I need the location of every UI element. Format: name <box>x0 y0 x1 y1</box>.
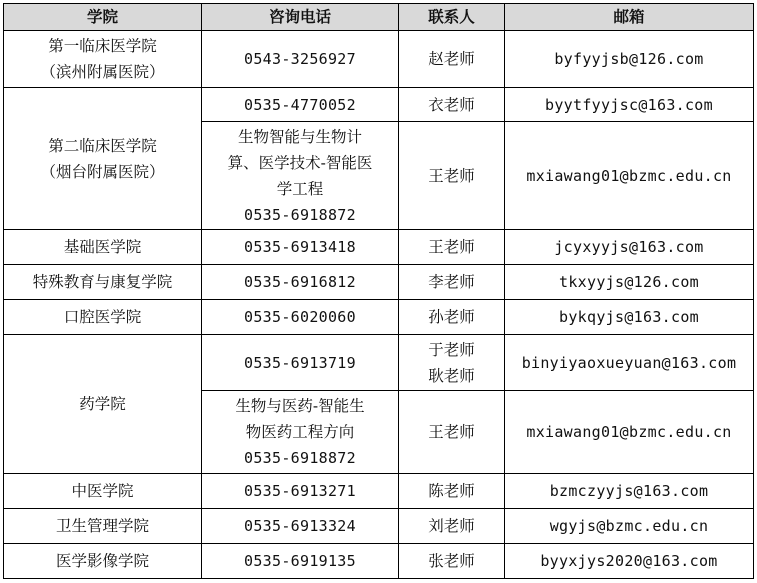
college-cell: 基础医学院 <box>4 230 202 265</box>
program-phone-cell <box>202 122 399 230</box>
email-cell: byyxjys2020@163.com <box>505 544 754 579</box>
contact-cell: 王老师 <box>399 122 505 230</box>
phone-cell: 0535-6020060 <box>202 300 399 335</box>
contact-cell: 陈老师 <box>399 474 505 509</box>
contact-cell: 孙老师 <box>399 300 505 335</box>
table-row <box>4 335 754 391</box>
college-cell <box>4 31 202 88</box>
table-row <box>4 88 754 122</box>
college-cell: 口腔医学院 <box>4 300 202 335</box>
college-cell <box>4 88 202 230</box>
phone-cell: 0535-6913324 <box>202 509 399 544</box>
contact-cell: 张老师 <box>399 544 505 579</box>
email-cell: tkxyyjs@126.com <box>505 265 754 300</box>
table-row <box>4 474 754 509</box>
phone-cell: 0535-6919135 <box>202 544 399 579</box>
email-cell: mxiawang01@bzmc.edu.cn <box>505 391 754 474</box>
program-name: 生物智能与生物计 <box>237 127 362 146</box>
email-cell: byfyyjsb@126.com <box>505 31 754 88</box>
college-affiliate: （滨州附属医院） <box>40 63 165 81</box>
phone-cell: 0535-6913418 <box>202 230 399 265</box>
college-cell: 特殊教育与康复学院 <box>4 265 202 300</box>
college-name: 第二临床医学院 <box>48 136 157 155</box>
phone-cell: 0535-6916812 <box>202 265 399 300</box>
email-cell: wgyjs@bzmc.edu.cn <box>505 509 754 544</box>
program-name: 物医药工程方向 <box>245 423 355 441</box>
header-phone: 咨询电话 <box>202 4 399 31</box>
table-row <box>4 509 754 544</box>
college-cell: 中医学院 <box>4 474 202 509</box>
phone-cell: 0535-6913719 <box>202 335 399 391</box>
contact-table <box>3 3 754 579</box>
email-cell: byytfyyjsc@163.com <box>505 88 754 122</box>
table-row <box>4 265 754 300</box>
table-row <box>4 544 754 579</box>
header-email: 邮箱 <box>505 4 754 31</box>
table-row <box>4 31 754 88</box>
college-name: 第一临床医学院 <box>48 37 157 55</box>
email-cell: binyiyaoxueyuan@163.com <box>505 335 754 391</box>
college-cell: 医学影像学院 <box>4 544 202 579</box>
contact-cell: 王老师 <box>399 391 505 474</box>
contact-cell <box>399 335 505 391</box>
email-cell: mxiawang01@bzmc.edu.cn <box>505 122 754 230</box>
table-row <box>4 300 754 335</box>
program-name: 生物与医药-智能生 <box>235 397 365 415</box>
table-row <box>4 230 754 265</box>
phone-number: 0535-6918872 <box>244 449 356 467</box>
email-cell: jcyxyyjs@163.com <box>505 230 754 265</box>
phone-cell: 0535-6913271 <box>202 474 399 509</box>
contact-cell: 衣老师 <box>399 88 505 122</box>
college-cell: 药学院 <box>4 335 202 474</box>
email-cell: bzmczyyjs@163.com <box>505 474 754 509</box>
phone-cell: 0543-3256927 <box>202 31 399 88</box>
table-header-row <box>4 4 754 31</box>
header-college: 学院 <box>4 4 202 31</box>
program-name: 算、医学技术-智能医 <box>227 153 373 172</box>
header-contact: 联系人 <box>399 4 505 31</box>
contact-cell: 王老师 <box>399 230 505 265</box>
college-cell: 卫生管理学院 <box>4 509 202 544</box>
contact-cell: 李老师 <box>399 265 505 300</box>
phone-cell: 0535-4770052 <box>202 88 399 122</box>
college-affiliate: （烟台附属医院） <box>40 162 165 181</box>
contact-cell: 赵老师 <box>399 31 505 88</box>
contact-cell: 刘老师 <box>399 509 505 544</box>
contact-name: 耿老师 <box>428 366 475 385</box>
program-phone-cell <box>202 391 399 474</box>
email-cell: bykqyjs@163.com <box>505 300 754 335</box>
contact-name: 于老师 <box>428 340 475 359</box>
program-name: 学工程 <box>276 179 324 198</box>
phone-number: 0535-6918872 <box>244 205 356 224</box>
